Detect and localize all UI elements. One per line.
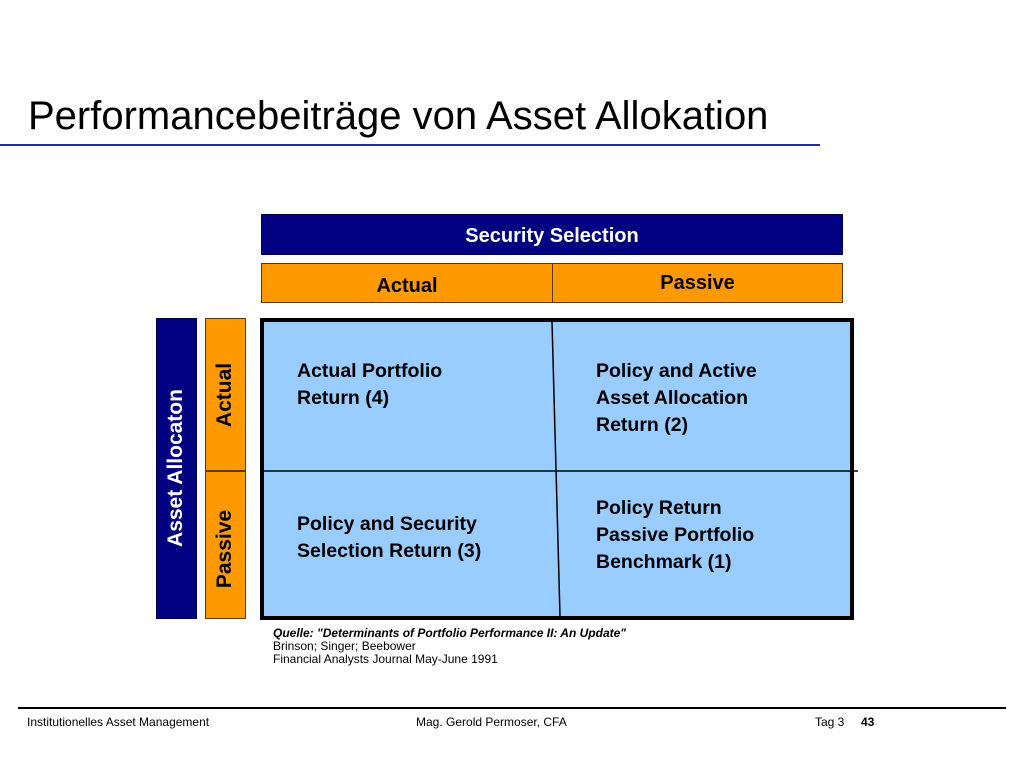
quadrant-policy-security-selection: Policy and Security Selection Return (3) [297,513,482,562]
asset-allocation-label: Asset Allocaton [164,389,187,547]
quadrant-policy-active-allocation: Policy and Active Asset Allocation Return (2) [596,360,757,436]
column-label-actual: Actual [376,275,438,297]
quadrant-policy-benchmark: Policy Return Passive Portfolio Benchmark (1) [596,497,755,573]
source-journal: Financial Analysts Journal May-June 1991 [273,652,498,666]
source-quote: Quelle: "Determinants of Portfolio Performance II: An Update" [273,626,626,640]
column-label-passive: Passive [660,272,735,294]
row-label-actual: Actual [213,362,236,428]
footer-rule [18,707,1006,709]
row-label-passive: Passive [213,509,236,589]
security-selection-label: Security Selection [465,225,639,247]
source-authors: Brinson; Singer; Beebower [273,639,416,653]
footer-author: Mag. Gerold Permoser, CFA [416,715,567,729]
vertical-divider [552,322,560,616]
quadrant-actual-portfolio: Actual Portfolio Return (4) [297,360,443,409]
page-title: Performancebeiträge von Asset Allokation [28,94,769,138]
footer-page-number: 43 [861,715,875,729]
footer-day: Tag 3 [815,715,845,729]
footer-course: Institutionelles Asset Management [27,715,210,729]
source-citation [273,627,626,666]
